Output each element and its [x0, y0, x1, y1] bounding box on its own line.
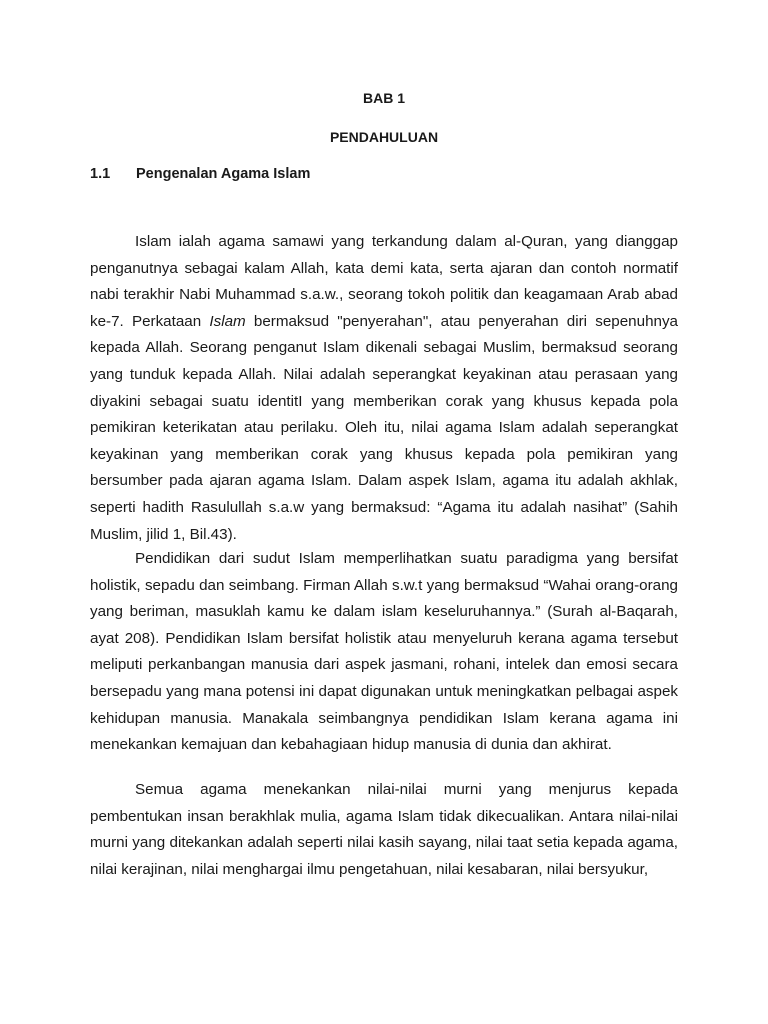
paragraph-1-text-a: Islam ialah agama samawi yang terkandung dalam al-Quran, yang dianggap penganutnya sebagai kalam Allah, kata demi kata, serta ajaran dan contoh normatif nabi terakhir Nabi Muhammad s.a.w., seorang tokoh politik dan keagamaan Arab abad ke-7. Perkataan [90, 233, 678, 330]
section-title: Pengenalan Agama Islam [136, 166, 311, 182]
paragraph-2: Pendidikan dari sudut Islam memperlihatkan suatu paradigma yang bersifat holistik, sepadu dan seimbang. Firman Allah s.w.t yang bermaksud “Wahai orang-orang yang beriman, masuklah kamu ke dalam islam keseluruhannya.” (Surah al-Baqarah, ayat 208). Pendidikan Islam bersifat holistik atau menyeluruh kerana agama tersebut meliputi perkanbangan manusia dari aspek jasmani, rohani, intelek dan emosi secara bersepadu yang mana potensi ini dapat digunakan untuk meningkatkan pelbagai aspek kehidupan manusia. Manakala seimbangnya pendidikan Islam kerana agama ini menekankan kemajuan dan kebahagiaan hidup manusia di dunia dan akhirat. [90, 550, 678, 754]
paragraph-1-text-b: bermaksud "penyerahan", atau penyerahan diri sepenuhnya kepada Allah. Seorang penganut Islam dikenali sebagai Muslim, bermaksud seorang yang tunduk kepada Allah. Nilai adalah seperangkat keyakinan atau perasaan yang diyakini sebagai suatu identitI yang memberikan corak yang khusus kepada pola pemikiran keterikatan atau perilaku. Oleh itu, nilai agama Islam adalah seperangkat keyakinan yang memberikan corak yang khusus kepada pola pemikiran yang bersumber pada ajaran agama Islam. Dalam aspek Islam, agama itu adalah akhlak, seperti hadith Rasulullah s.a.w yang bermaksud: “Agama itu adalah nasihat” (Sahih Muslim, jilid 1, Bil.43). [90, 312, 679, 543]
paragraph-1 [90, 229, 678, 548]
chapter-heading: BAB 1 [362, 90, 405, 106]
italic-term: Islam [209, 312, 246, 330]
paragraph-3: Semua agama menekankan nilai-nilai murni yang menjurus kepada pembentukan insan berakhlak mulia, agama Islam tidak dikecualikan. Antara nilai-nilai murni yang ditekankan adalah seperti nilai kasih sayang, nilai taat setia kepada agama, nilai kerajinan, nilai menghargai ilmu pengetahuan, nilai kesabaran, nilai bersyukur, [90, 781, 678, 878]
chapter-title: PENDAHULUAN [329, 129, 439, 145]
section-number: 1.1 [90, 166, 111, 182]
section-heading [90, 166, 310, 182]
